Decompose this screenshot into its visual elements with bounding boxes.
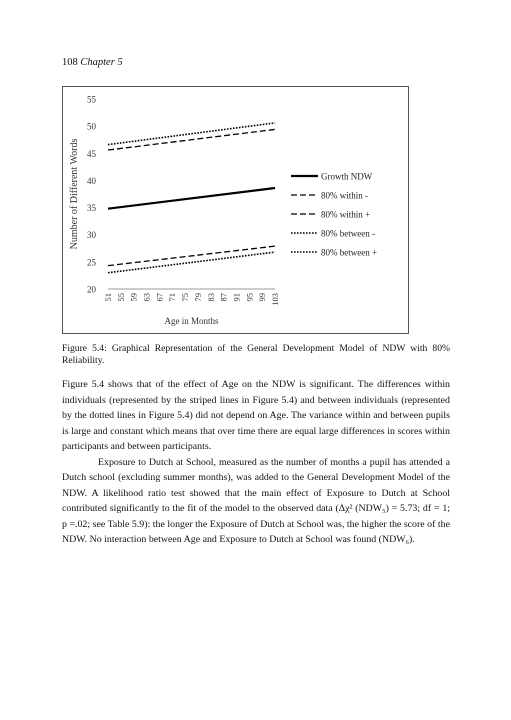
paragraph: Exposure to Dutch at School, measured as the number of months a pupil has attended a Dutch school (excluding summer months), was added to the General Development Model of the NDW. A likelihood ratio test showed that the main effect of Exposure to Dutch at School contributed significantly to the fit of the model to the observed data (Δχ² (NDW₅) = 5.73; df = 1; p =.02; see Table 5.9): the longer the Exposure of Dutch at School was, the higher the score of the NDW. No interaction between Age and Exposure to Dutch at School was found (NDW₆). xyxy=(62,456,450,545)
x-axis-title: Age in Months xyxy=(164,316,219,326)
x-tick-label: 75 xyxy=(180,293,191,302)
series-line xyxy=(108,252,275,273)
line-chart xyxy=(63,87,410,335)
y-tick-label: 25 xyxy=(87,257,96,268)
paragraph: Figure 5.4 shows that of the effect of Age on the NDW is significant. The differences within individuals (represented by the striped lines in Figure 5.4) and between individuals (represented by the dotted lines in Figure 5.4) did not depend on Age. The variance within and between pupils is large and constant which means that over time there are equal large differences in scores within participants and between participants. xyxy=(62,379,450,452)
legend-label: 80% within + xyxy=(321,209,371,220)
page-header xyxy=(62,57,123,68)
x-tick-label: 63 xyxy=(141,293,152,302)
legend-label: 80% within - xyxy=(321,190,368,201)
y-tick-label: 50 xyxy=(87,121,96,132)
y-tick-label: 40 xyxy=(87,175,96,186)
y-tick-label: 20 xyxy=(87,284,96,295)
x-tick-label: 87 xyxy=(218,293,229,302)
x-tick-label: 55 xyxy=(115,293,126,302)
x-tick-label: 91 xyxy=(231,293,242,302)
x-tick-label: 67 xyxy=(154,293,165,302)
series-line xyxy=(108,188,275,209)
x-tick-label: 71 xyxy=(167,293,178,302)
page-number: 108 xyxy=(62,57,78,68)
y-tick-label: 35 xyxy=(87,203,96,214)
legend-label: 80% between - xyxy=(321,228,375,239)
figure-frame xyxy=(62,86,409,334)
y-tick-label: 30 xyxy=(87,230,96,241)
legend-label: 80% between + xyxy=(321,247,378,258)
chapter-title: Chapter 5 xyxy=(80,57,123,68)
series-line xyxy=(108,129,275,150)
x-tick-label: 95 xyxy=(244,293,255,302)
y-tick-label: 55 xyxy=(87,94,96,105)
y-axis-title: Number of Different Words xyxy=(69,138,80,250)
x-tick-label: 99 xyxy=(257,293,268,302)
y-tick-label: 45 xyxy=(87,148,96,159)
body-text xyxy=(62,377,450,548)
x-tick-label: 103 xyxy=(270,293,280,306)
series-line xyxy=(108,123,275,145)
x-tick-label: 51 xyxy=(103,293,113,302)
x-tick-label: 79 xyxy=(192,293,203,302)
x-tick-label: 59 xyxy=(128,293,139,302)
x-tick-label: 83 xyxy=(205,293,216,302)
figure-caption: Figure 5.4: Graphical Representation of the General Development Model of NDW with 80% Reliability. xyxy=(62,343,450,366)
legend-label: Growth NDW xyxy=(321,171,373,182)
